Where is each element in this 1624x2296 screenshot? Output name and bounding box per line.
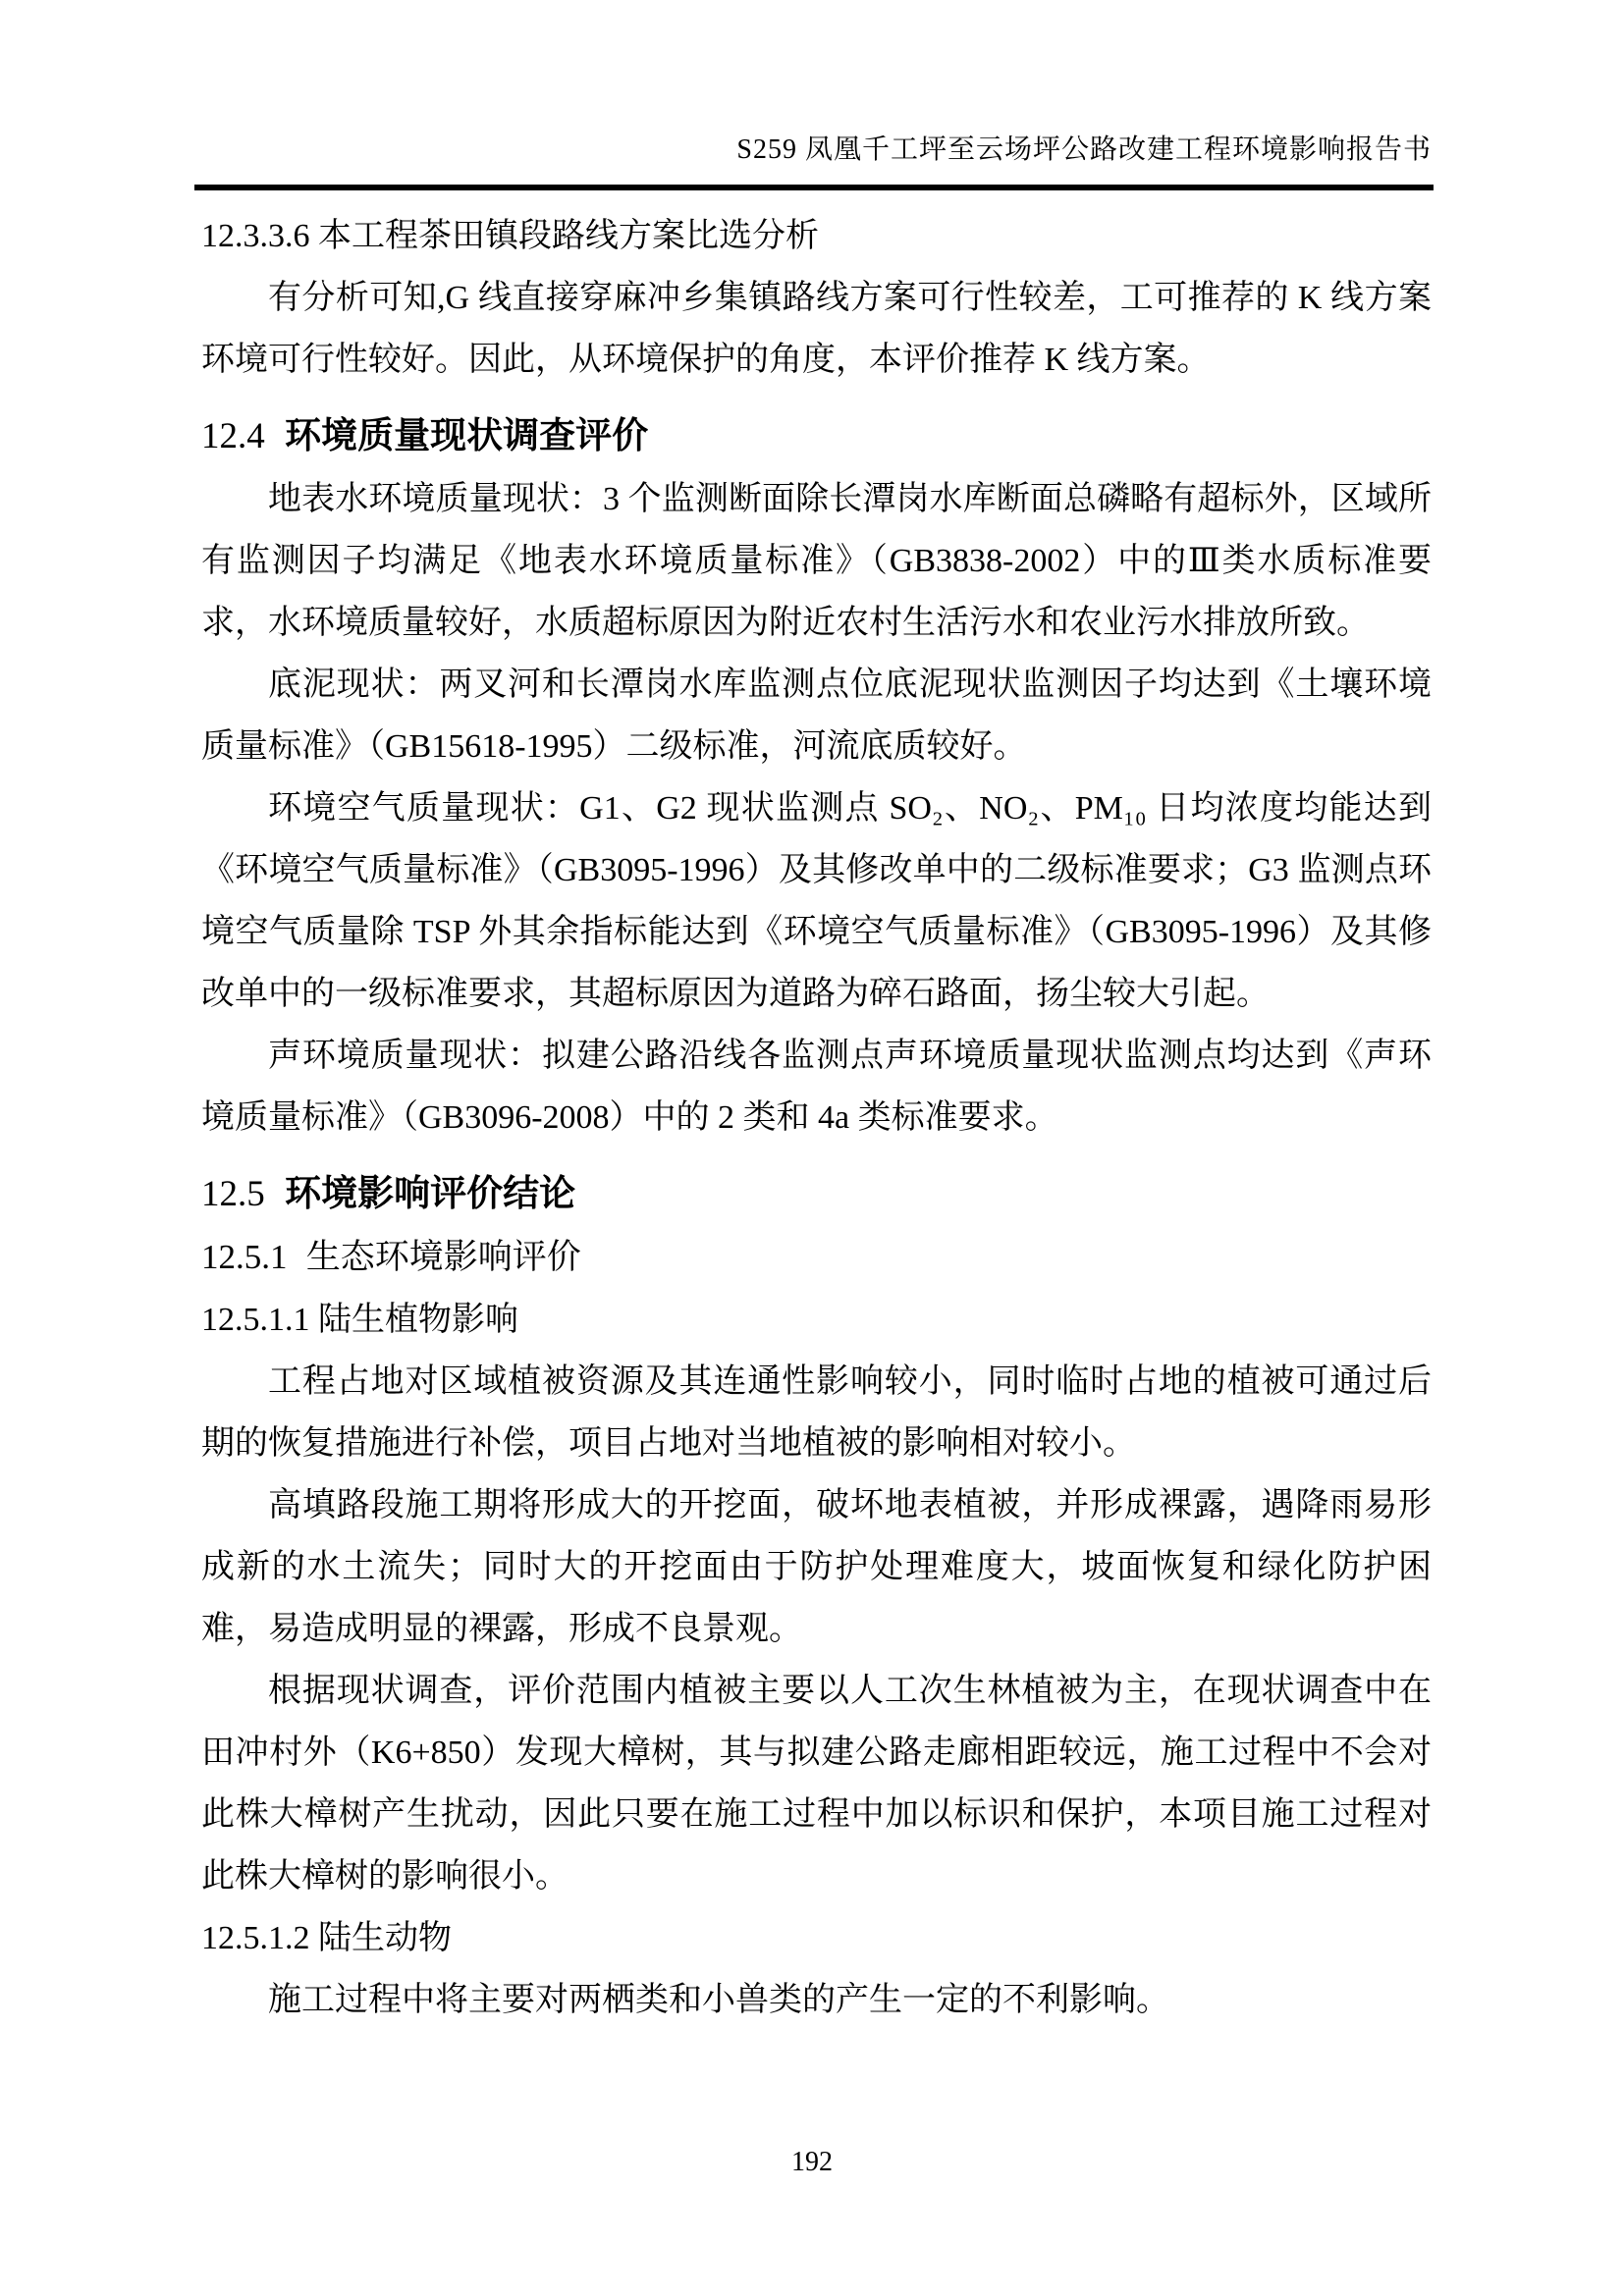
heading-number: 12.5.1 — [201, 1238, 288, 1276]
paragraph: 环境空气质量现状：G1、G2 现状监测点 SO₂、NO₂、PM₁₀ 日均浓度均能达到《环境空气质量标准》（GB3095-1996）及其修改单中的二级标准要求；G3 监测点环境空气质量除 TSP 外其余指标能达到《环境空气质量标准》（GB3095-1996）及其修改单中的一级标准要求，其超标原因为道路为碎石路面，扬尘较大引起。 — [201, 790, 1432, 1012]
paragraph: 高填路段施工期将形成大的开挖面，破坏地表植被，并形成裸露，遇降雨易形成新的水土流失；同时大的开挖面由于防护处理难度大，坡面恢复和绿化防护困难，易造成明显的裸露，形成不良景观。 — [201, 1487, 1432, 1647]
section-heading: 12.5.1.2 陆生动物 — [201, 1920, 452, 1956]
section-heading: 12.3.3.6 本工程茶田镇段路线方案比选分析 — [201, 218, 819, 254]
section-heading — [201, 404, 1432, 468]
section-heading — [201, 1162, 1432, 1226]
paragraph: 工程占地对区域植被资源及其连通性影响较小，同时临时占地的植被可通过后期的恢复措施进行补偿，项目占地对当地植被的影响相对较小。 — [201, 1363, 1432, 1462]
paragraph: 声环境质量现状：拟建公路沿线各监测点声环境质量现状监测点均达到《声环境质量标准》（GB3096-2008）中的 2 类和 4a 类标准要求。 — [201, 1038, 1432, 1136]
page-number: 192 — [791, 2147, 833, 2177]
heading-text: 环境质量现状调查评价 — [285, 414, 649, 456]
header-rule — [194, 185, 1434, 190]
paragraph: 底泥现状：两叉河和长潭岗水库监测点位底泥现状监测因子均达到《土壤环境质量标准》（GB15618-1995）二级标准，河流底质较好。 — [201, 667, 1432, 765]
paragraph: 根据现状调查，评价范围内植被主要以人工次生林植被为主，在现状调查中在田冲村外（K6+850）发现大樟树，其与拟建公路走廊相距较远，施工过程中不会对此株大樟树产生扰动，因此只要在施工过程中加以标识和保护，本项目施工过程对此株大樟树的影响很小。 — [201, 1673, 1432, 1895]
heading-number: 12.4 — [201, 416, 265, 456]
document-body — [201, 205, 1432, 2031]
paragraph: 有分析可知,G 线直接穿麻冲乡集镇路线方案可行性较差，工可推荐的 K 线方案环境可行性较好。因此，从环境保护的角度，本评价推荐 K 线方案。 — [201, 280, 1432, 378]
heading-text: 生态环境影响评价 — [305, 1238, 581, 1276]
paragraph: 地表水环境质量现状：3 个监测断面除长潭岗水库断面总磷略有超标外，区域所有监测因子均满足《地表水环境质量标准》（GB3838-2002）中的Ⅲ类水质标准要求，水环境质量较好，水质超标原因为附近农村生活污水和农业污水排放所致。 — [201, 481, 1432, 641]
page-header-title: S259 凤凰千工坪至云场坪公路改建工程环境影响报告书 — [736, 134, 1432, 165]
section-heading — [201, 1226, 1432, 1289]
heading-number: 12.5 — [201, 1174, 265, 1214]
heading-text: 环境影响评价结论 — [285, 1172, 576, 1214]
paragraph: 施工过程中将主要对两栖类和小兽类的产生一定的不利影响。 — [268, 1982, 1169, 2018]
section-heading: 12.5.1.1 陆生植物影响 — [201, 1302, 518, 1338]
